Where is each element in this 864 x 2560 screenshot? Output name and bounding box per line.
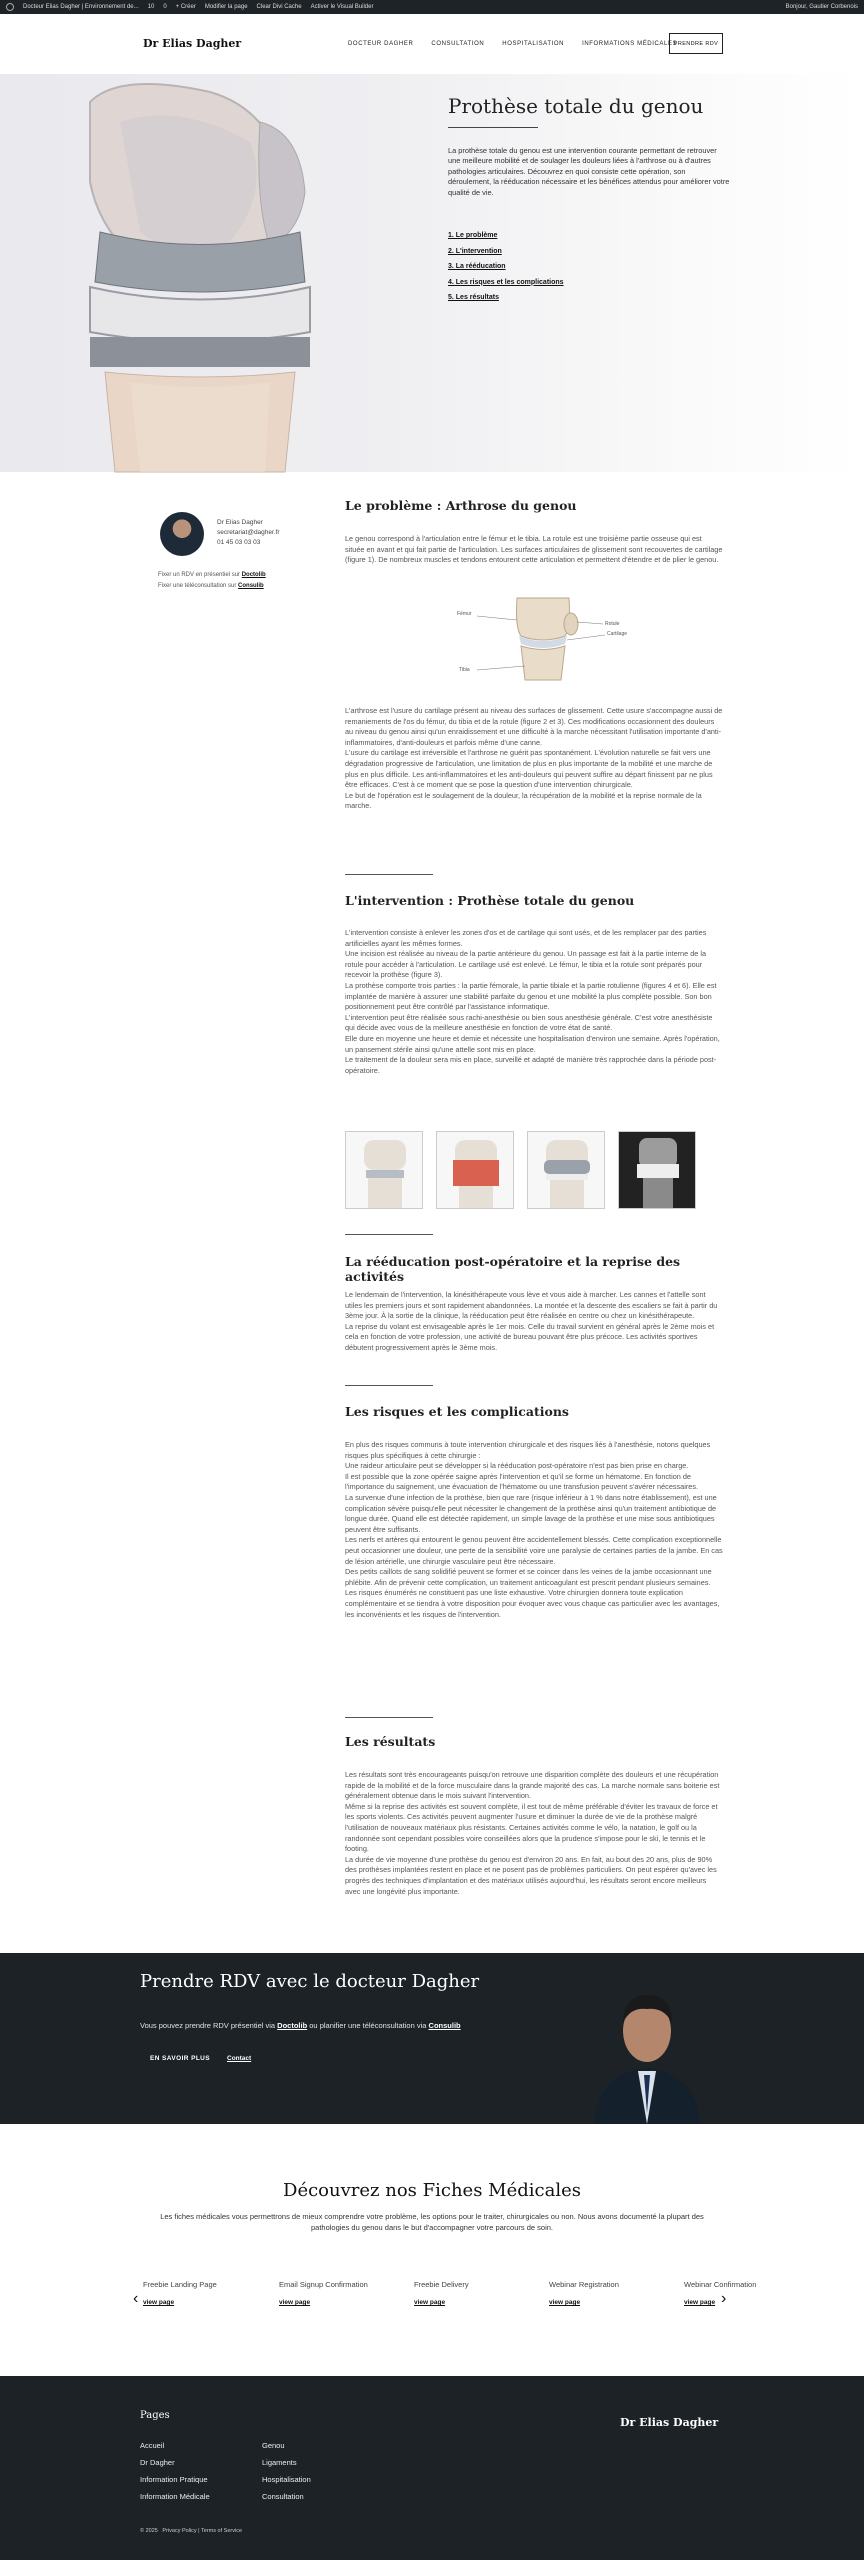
toc-link-intervention[interactable]: 2. L'intervention bbox=[448, 247, 502, 255]
footer-copyright: © 2025 Privacy Policy | Terms of Service bbox=[140, 2528, 243, 2534]
section-divider bbox=[345, 874, 433, 875]
site-header bbox=[0, 14, 864, 74]
prosthesis-image-2[interactable] bbox=[436, 1131, 514, 1209]
privacy-link[interactable]: Privacy Policy bbox=[162, 2528, 197, 2534]
wordpress-icon[interactable] bbox=[6, 3, 14, 11]
label-cartilage: Cartilage bbox=[607, 631, 628, 637]
carousel-next-icon[interactable]: › bbox=[721, 2290, 727, 2307]
footer-pages-title: Pages bbox=[140, 2410, 170, 2421]
footer-col-2 bbox=[262, 2437, 311, 2505]
label-rotule: Rotule bbox=[605, 621, 620, 627]
cta-section bbox=[0, 1953, 864, 2124]
footer-link-genou[interactable]: Genou bbox=[262, 2441, 285, 2450]
prosthesis-image-1[interactable] bbox=[345, 1131, 423, 1209]
table-of-contents bbox=[448, 228, 564, 306]
doctor-avatar bbox=[160, 512, 204, 556]
view-page-link[interactable]: view page bbox=[143, 2299, 175, 2306]
section-text-resultats: Les résultats sont très encourageants puisqu'on retrouve une disparition complète des douleurs et une récupération rapide de la mobilité et de la force musculaire dans la grande majorité des cas. La marche normale sans boiterie est généralement obtenue dans le mois suivant l'intervention. Même si la reprise des activités est souvent complète, il est tout de même préférable d'éviter les travaux de force et les sports violents. Ces activités peuvent augmenter l'usure et diminuer la durée de vie de la prothèse malgré l'utilisation de nouveaux matériaux plus résistants. Certaines activités comme le vélo, la natation, le golf ou la randonnée sont cependant possibles voire conseillées alors que la prudence s'impose pour le ski, le tennis et le footing. La durée de vie moyenne d'une prothèse du genou est d'environ 20 ans. En fait, au bout des 20 ans, plus de 90% des prothèses implantées restent en place et ne posent pas de problèmes particuliers. On peut espérer qu'avec les progrès des techniques d'implantation et des matériaux utilisés aujourd'hui, les résultats seront encore meilleurs avec une longévité plus importante. bbox=[345, 1770, 720, 1896]
admin-pending-count[interactable]: 0 bbox=[163, 4, 167, 10]
section-title-resultats: Les résultats bbox=[345, 1734, 436, 1749]
section-title-probleme: Le problème : Arthrose du genou bbox=[345, 498, 577, 513]
section-text-probleme-2: L'arthrose est l'usure du cartilage présent au niveau des surfaces de glissement. Cette usure s'accompagne aussi de remaniements de l'os du fémur, du tibia et de la rotule (figure 2 et 3). Ces modifications occasionnent des douleurs au niveau du genou ainsi qu'un enraidissement et une difficulté à la marche nécessitant l'utilisation importante d'anti-inflammatoires, d'anti-douleurs et parfois même d'une canne. L'usure du cartilage est irréversible et l'arthrose ne guérit pas spontanément. L'évolution naturelle se fait vers une dégradation progressive de l'articulation, une limitation de plus en plus importante de la mobilité et une marche de plus en plus difficile. Les anti-inflammatoires et les anti-douleurs qui peuvent suffire au départ finissent par ne plus être efficaces. C'est à ce moment que se pose la question d'une intervention chirurgicale. Le but de l'opération est le soulagement de la douleur, la récupération de la mobilité et la reprise normale de la marche. bbox=[345, 706, 723, 811]
carousel-item-title: Freebie Delivery bbox=[414, 2280, 469, 2289]
fiches-section bbox=[0, 2124, 864, 2376]
doctor-email[interactable]: secretariat@dagher.fr bbox=[217, 529, 280, 536]
section-title-intervention: L'intervention : Prothèse totale du genou bbox=[345, 893, 635, 908]
footer-col-1 bbox=[140, 2437, 210, 2505]
cta-text-pre: Vous pouvez prendre RDV présentiel via bbox=[140, 2021, 276, 2030]
section-divider bbox=[345, 1717, 433, 1718]
footer-link-consultation[interactable]: Consultation bbox=[262, 2492, 304, 2501]
toc-link-risques[interactable]: 4. Les risques et les complications bbox=[448, 278, 564, 286]
doctor-contact bbox=[217, 518, 337, 548]
label-femur: Fémur bbox=[457, 611, 472, 617]
nav-item-hospitalisation[interactable]: HOSPITALISATION bbox=[502, 41, 565, 47]
doctor-phone[interactable]: 01 45 03 03 03 bbox=[217, 539, 261, 546]
site-footer bbox=[0, 2376, 864, 2560]
admin-bar bbox=[0, 0, 864, 14]
view-page-link[interactable]: view page bbox=[414, 2299, 446, 2306]
carousel-item bbox=[549, 2280, 679, 2306]
section-text-reeducation: Le lendemain de l'intervention, la kinésithérapeute vous lève et vous aide à marcher. Les cannes et l'attelle sont utiles les premiers jours et sont rapidement abandonnées. La montée et la descente des escaliers se fait à partir du 3ème jour. À la sortie de la clinique, la rééducation peut être réalisée en centre ou chez un kinésithérapeute. La reprise du volant est envisageable après le 1er mois. Celle du travail survient en général après le 2ème mois et cela en fonction de votre profession, une activité de bureau pouvant être plus précoce. Les activités sportives débutent progressivement après le 3ème mois. bbox=[345, 1290, 718, 1352]
section-divider bbox=[345, 1385, 433, 1386]
booking-links bbox=[158, 570, 318, 592]
rdv-prefix: Fixer un RDV en présentiel sur bbox=[158, 572, 241, 578]
label-tibia: Tibia bbox=[459, 667, 470, 673]
carousel-item-title: Freebie Landing Page bbox=[143, 2280, 217, 2289]
carousel-item-title: Webinar Confirmation bbox=[684, 2280, 757, 2289]
section-title-risques: Les risques et les complications bbox=[345, 1404, 569, 1419]
view-page-link[interactable]: view page bbox=[684, 2299, 716, 2306]
knee-illustration bbox=[60, 82, 390, 472]
carousel-item bbox=[684, 2280, 814, 2306]
view-page-link[interactable]: view page bbox=[549, 2299, 581, 2306]
view-page-link[interactable]: view page bbox=[279, 2299, 311, 2306]
cta-consulib-link[interactable]: Consulib bbox=[428, 2021, 461, 2030]
hero-intro: La prothèse totale du genou est une intervention courante permettant de retrouver une meilleure mobilité et de soulager les douleurs liées à l'arthrose ou à d'autres pathologies articulaires. Découvrez en quoi consiste cette opération, son déroulement, la rééducation nécessaire et les bénéfices attendus pour améliorer votre qualité de vie. bbox=[448, 146, 730, 197]
en-savoir-plus-button[interactable]: EN SAVOIR PLUS bbox=[150, 2055, 211, 2062]
carousel-item bbox=[279, 2280, 409, 2306]
section-text-risques: En plus des risques communs à toute intervention chirurgicale et des risques liés à l'anesthésie, notons quelques risques plus spécifiques à cette chirurgie : Une raideur articulaire peut se développer si la rééducation post-opératoire n'est pas bien prise en charge. Il est possible que la zone opérée saigne après l'intervention et qu'il se forme un hématome. En fonction de l'importance du saignement, une évacuation de l'hématome ou une transfusion peuvent s'avérer nécessaires. La survenue d'une infection de la prothèse, bien que rare (risque inférieur à 1 % dans notre établissement), est une complication sévère puisqu'elle peut nécessiter le changement de la prothèse ainsi qu'un traitement antibiotique de longue durée. Quand elle est détectée rapidement, un simple lavage de la prothèse et une mise sous antibiotiques peuvent être suffisants. Les nerfs et artères qui entourent le genou peuvent être accidentellement blessés. Cette complication exceptionnelle peut occasionner une douleur, une perte de la sensibilité voire une paralysie de certaines parties de la jambe. En cas de lésion artérielle, une chirurgie vasculaire peut être nécessaire. Des petits caillots de sang solidifié peuvent se former et se coincer dans les veines de la jambe occasionnant une phlébite. Afin de prévenir cette complication, un traitement anticoagulant est prescrit pendant plusieurs semaines. Les risques énumérés ne constituent pas une liste exhaustive. Votre chirurgien donnera toute explication complémentaire et se tiendra à votre disposition pour évoquer avec vous chaque cas particulier avec les avantages, les inconvénients et les risques de l'intervention. bbox=[345, 1440, 723, 1619]
main-nav bbox=[348, 41, 677, 47]
admin-create-link[interactable]: + Créer bbox=[175, 4, 196, 10]
carousel-item bbox=[414, 2280, 544, 2306]
xray-image[interactable] bbox=[618, 1131, 696, 1209]
toc-link-reeducation[interactable]: 3. La rééducation bbox=[448, 263, 506, 270]
section-divider bbox=[345, 1234, 433, 1235]
admin-site-link[interactable]: Docteur Elias Dagher | Environnement de... bbox=[23, 4, 139, 10]
footer-brand[interactable]: Dr Elias Dagher bbox=[620, 2416, 719, 2429]
consulib-link[interactable]: Consulib bbox=[238, 583, 264, 589]
carousel-item bbox=[143, 2280, 273, 2306]
fiches-text: Les fiches médicales vous permettrons de mieux comprendre votre problème, les options pour le traiter, chirurgicales ou non. Nous avons documenté la plupart des pathologies du genou dans le but d'accompagner votre parcours de soin. bbox=[160, 2212, 704, 2232]
cta-text bbox=[140, 2021, 461, 2030]
contact-button[interactable]: Contact bbox=[227, 2055, 252, 2062]
cta-doctolib-link[interactable]: Doctolib bbox=[277, 2021, 308, 2030]
section-text-probleme-1: Le genou correspond à l'articulation entre le fémur et le tibia. La rotule est une troisième partie osseuse qui est située en avant et qui fait partie de l'articulation. Les surfaces articulaires de glissement sont recouvertes de cartilage (figure 1). De nombreux muscles et tendons entourent cette articulation et permettent d'étendre et de plier le genou. bbox=[345, 534, 723, 565]
knee-anatomy-diagram bbox=[455, 598, 645, 680]
carousel-prev-icon[interactable]: ‹ bbox=[133, 2290, 139, 2307]
section-text-intervention: L'intervention consiste à enlever les zones d'os et de cartilage qui sont usés, et de les remplacer par des parties artificielles ayant les mêmes formes. Une incision est réalisée au niveau de la partie antérieure du genou. Un passage est fait à la partie interne de la rotule pour accéder à l'articulation. Le cartilage usé est enlevé. Le fémur, le tibia et la rotule sont préparés pour recevoir la prothèse (figure 3). La prothèse comporte trois parties : la partie fémorale, la partie tibiale et la partie rotulienne (figures 4 et 6). Elle est implantée de manière à assurer une stabilité parfaite du genou et une mobilité la plus complète possible. Son bon positionnement peut être contrôlé par l'assistance informatique. L'intervention peut être réalisée sous rachi-anesthésie ou bien sous anesthésie générale. C'est votre anesthésiste qui décide avec vous de la meilleure anesthésie en fonction de votre état de santé. Elle dure en moyenne une heure et demie et nécessite une hospitalisation d'environ une semaine. Après l'opération, un pansement stérile ainsi qu'une attelle sont mis en place. Le traitement de la douleur sera mis en place, surveillé et adapté de manière très rapprochée dans la période post-opératoire. bbox=[345, 928, 720, 1075]
toc-link-probleme[interactable]: 1. Le problème bbox=[448, 232, 498, 239]
carousel-item-title: Webinar Registration bbox=[549, 2280, 619, 2289]
hero-title: Prothèse totale du genou bbox=[448, 94, 704, 118]
doctolib-link[interactable]: Doctolib bbox=[241, 572, 266, 578]
footer-link-accueil[interactable]: Accueil bbox=[140, 2441, 165, 2450]
fiches-title: Découvrez nos Fiches Médicales bbox=[283, 2180, 581, 2201]
footer-link-hospitalisation[interactable]: Hospitalisation bbox=[262, 2475, 311, 2484]
admin-comments-count[interactable]: 10 bbox=[147, 4, 155, 10]
nav-item-docteur[interactable]: DOCTEUR DAGHER bbox=[348, 41, 414, 47]
toc-link-resultats[interactable]: 5. Les résultats bbox=[448, 294, 499, 301]
terms-link[interactable]: Terms of Service bbox=[201, 2528, 243, 2534]
footer-link-info-medicale[interactable]: Information Médicale bbox=[140, 2492, 210, 2501]
cta-title: Prendre RDV avec le docteur Dagher bbox=[140, 1971, 480, 1992]
section-title-reeducation: La rééducation post-opératoire et la reprise des activités bbox=[345, 1254, 681, 1284]
title-divider bbox=[448, 127, 538, 128]
nav-item-consultation[interactable]: CONSULTATION bbox=[431, 41, 485, 47]
admin-builder-link[interactable]: Activer le Visual Builder bbox=[310, 4, 374, 10]
doctor-name: Dr Elias Dagher bbox=[217, 519, 263, 526]
tele-prefix: Fixer une téléconsultation sur bbox=[158, 583, 237, 589]
site-logo[interactable]: Dr Elias Dagher bbox=[143, 37, 242, 50]
carousel-item-title: Email Signup Confirmation bbox=[279, 2280, 368, 2289]
prosthesis-image-3[interactable] bbox=[527, 1131, 605, 1209]
admin-edit-link[interactable]: Modifier la page bbox=[204, 4, 248, 10]
hero-section bbox=[0, 74, 864, 472]
cta-text-mid: ou planifier une téléconsultation via bbox=[309, 2021, 427, 2030]
copyright-text: © 2025 bbox=[140, 2528, 158, 2534]
footer-link-info-pratique[interactable]: Information Pratique bbox=[140, 2475, 208, 2484]
nav-item-informations[interactable]: INFORMATIONS MÉDICALES bbox=[582, 41, 678, 47]
footer-link-ligaments[interactable]: Ligaments bbox=[262, 2458, 297, 2467]
admin-cache-link[interactable]: Clear Divi Cache bbox=[256, 4, 302, 10]
footer-link-dr-dagher[interactable]: Dr Dagher bbox=[140, 2458, 175, 2467]
prendre-rdv-button[interactable]: PRENDRE RDV bbox=[669, 33, 723, 54]
doctor-portrait bbox=[584, 1973, 710, 2124]
prosthesis-images bbox=[345, 1131, 696, 1209]
fiches-carousel bbox=[143, 2280, 757, 2320]
admin-greeting[interactable]: Bonjour, Gautier Corbenois bbox=[785, 4, 858, 10]
